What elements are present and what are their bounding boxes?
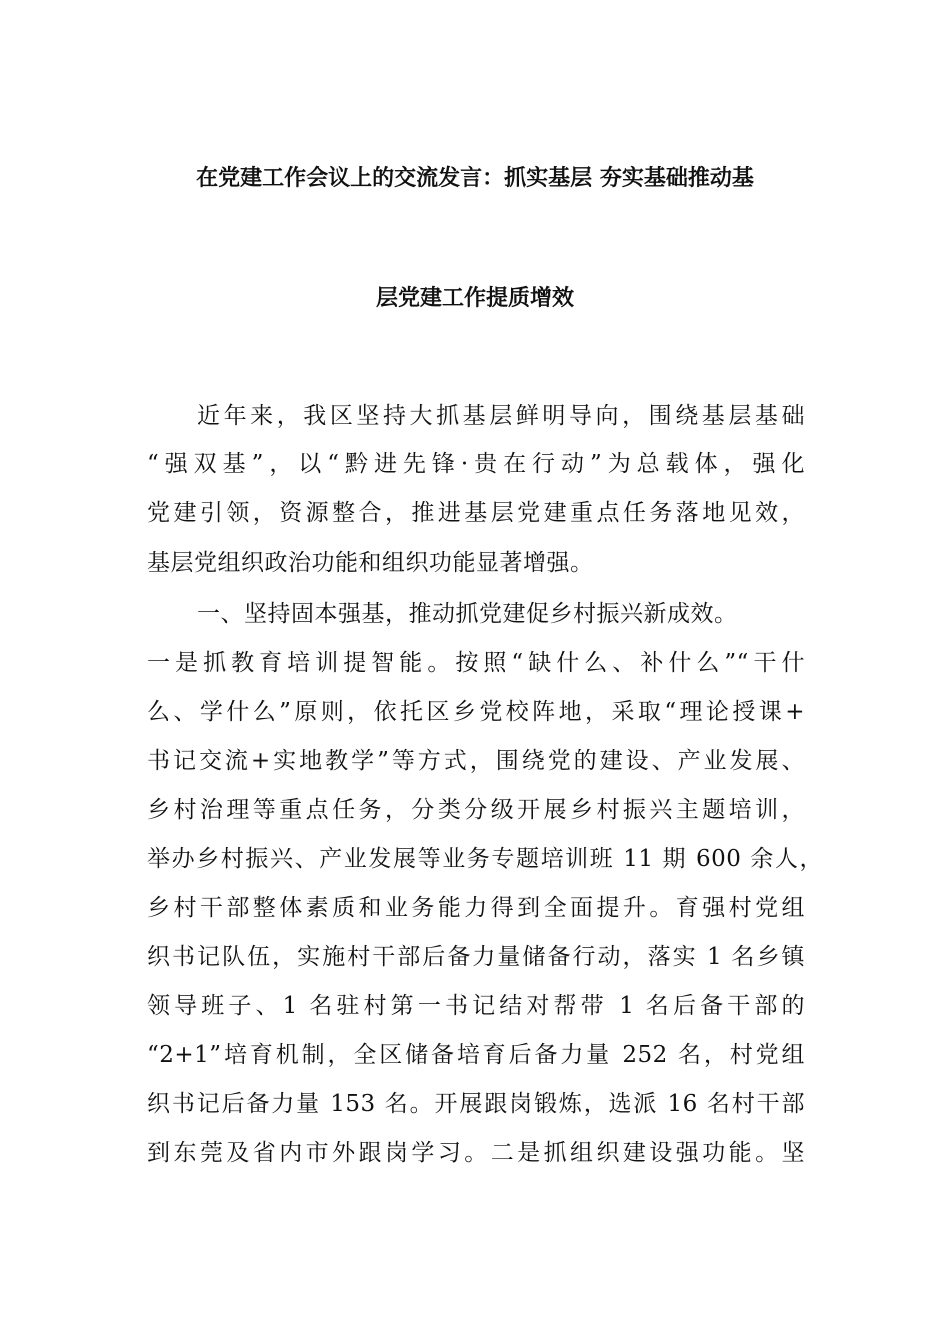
body-line-10: 举办乡村振兴、产业发展等业务专题培训班 11 期 600 余人， — [147, 846, 823, 872]
document-title-line-2: 层党建工作提质增效 — [375, 286, 574, 311]
body-line-11: 乡村干部整体素质和业务能力得到全面提升。育强村党组 — [147, 895, 805, 921]
body-line-8: 书记交流+实地教学”等方式，围绕党的建设、产业发展、 — [147, 748, 805, 774]
body-line-6: 一是抓教育培训提智能。按照“缺什么、补什么”“干什 — [147, 650, 805, 676]
section-heading-1: 一、坚持固本强基，推动抓党建促乡村振兴新成效。 — [197, 601, 738, 627]
body-line-1: 近年来，我区坚持大抓基层鲜明导向，围绕基层基础 — [197, 403, 805, 429]
body-line-14: “2+1”培育机制，全区储备培育后备力量 252 名，村党组 — [147, 1042, 805, 1068]
body-line-12: 织书记队伍，实施村干部后备力量储备行动，落实 1 名乡镇 — [147, 944, 805, 970]
body-line-2: “强双基”，以“黔进先锋·贵在行动”为总载体，强化 — [147, 451, 805, 477]
body-line-15: 织书记后备力量 153 名。开展跟岗锻炼，选派 16 名村干部 — [147, 1091, 805, 1117]
body-line-4: 基层党组织政治功能和组织功能显著增强。 — [147, 550, 594, 576]
body-line-3: 党建引领，资源整合，推进基层党建重点任务落地见效， — [147, 500, 805, 526]
body-line-16: 到东莞及省内市外跟岗学习。二是抓组织建设强功能。坚 — [147, 1140, 805, 1166]
document-title-line-1: 在党建工作会议上的交流发言：抓实基层 夯实基础推动基 — [196, 166, 754, 191]
body-line-9: 乡村治理等重点任务，分类分级开展乡村振兴主题培训， — [147, 797, 805, 823]
body-line-7: 么、学什么”原则，依托区乡党校阵地，采取“理论授课+ — [147, 699, 805, 725]
body-line-13: 领导班子、1 名驻村第一书记结对帮带 1 名后备干部的 — [147, 993, 805, 1019]
